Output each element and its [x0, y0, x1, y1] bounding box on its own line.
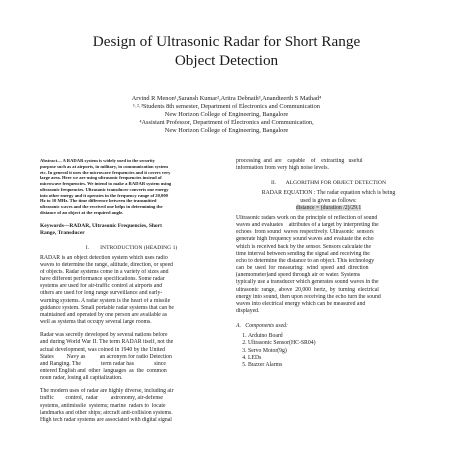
abstract-line: ultrasonic waves and the received one helps in determining the [40, 204, 163, 209]
affiliation-professor: ⁴Assistant Professor, Department of Electronics and Communication, [139, 119, 314, 126]
left-column [40, 158, 223, 430]
paragraph-line: warning systems. A radar system is the heart of a missile [40, 297, 171, 304]
college-line-1: New Horizon College of Engineering, Bangalore [164, 111, 289, 118]
paragraph-line: typically use a transducer which generates sound waves in the [236, 279, 379, 286]
paragraph-line: Radar was secretly developed by several nations before [40, 332, 168, 339]
paragraph-line: displayed. [236, 307, 260, 314]
right-column [236, 158, 421, 369]
paragraph-line: entered English and other languages as the common [40, 368, 167, 374]
components-list [236, 333, 421, 369]
algorithm-paragraph [236, 215, 421, 315]
abstract-line: into other energy and it operates in the frequency range of 20,000 [40, 192, 168, 198]
list-item: 5. Buzzer Alarms [248, 362, 421, 369]
paragraph-line: guidance system. Small portable radar systems that can be [40, 304, 174, 311]
abstract-line: large area. Here we are using ultrasonic frequencies instead of [40, 175, 162, 181]
subsection-heading-components: A. Components used: [236, 323, 288, 330]
radar-equation-intro-2: used is given as follows: [300, 197, 357, 204]
abstract [40, 158, 223, 216]
intro-paragraph-3 [40, 388, 223, 424]
paragraph-line: systems are used for air-traffic control at airports and [40, 283, 163, 290]
section-heading-algorithm: II. ALGORITHM FOR OBJECT DETECTION [270, 180, 387, 187]
section-heading-introduction: I. INTRODUCTION (HEADING 1) [85, 244, 178, 251]
title-line-1: Design of Ultrasonic Radar for Short Range [92, 33, 361, 50]
keywords-line-1: Keywords—RADAR, Ultrasonic Frequencies, Short [40, 222, 162, 229]
paragraph-line: States Navy as an acronym for radio Detection [40, 353, 172, 360]
paper-title [20, 32, 433, 70]
paragraph-line: which is received back by the sensor. Sensors calculate the [236, 243, 372, 250]
paragraph-line: (anemometer)and speed through air or water. Systems [236, 272, 361, 279]
abstract-line: distance of an object at the required angle. [40, 209, 124, 215]
paragraph-line: systems, antimissile systems; marine radars to locate [40, 402, 166, 409]
paragraph-line: noun radar, losing all capitalization. [40, 375, 123, 382]
paragraph-line: actual development, was coined in 1940 by the United [40, 346, 166, 353]
paragraph-line: information from very high noise levels. [236, 165, 329, 172]
title-line-2: Object Detection [174, 52, 279, 69]
paragraph-line: waves to determine the range, altitude, direction, or speed [40, 261, 173, 268]
abstract-line: etc. In general it uses the microwave frequencies and it covers very [40, 169, 171, 175]
paragraph-line: and during World War II. The term RADAR itself, not the [40, 339, 174, 346]
paragraph-line: landmarks and other ships; aircraft anti-collision systems. [40, 409, 173, 416]
paragraph-line: ultrasonic range, above 20,000 hertz, by turning electrical [236, 286, 379, 293]
keywords [40, 223, 223, 237]
keywords-line-2: Range, Transducer [40, 229, 85, 236]
paragraph-line: traffic control, radar astronomy, air-defense [40, 395, 163, 402]
paragraph-line: time interval between sending the signal and receiving the [236, 250, 370, 257]
paragraph-line: can be used for measuring: wind speed and direction [236, 265, 369, 272]
continued-paragraph [236, 158, 421, 172]
radar-equation-block [236, 190, 421, 211]
paragraph-line: maintained and operated by one person are available as [40, 311, 168, 318]
intro-paragraph-1 [40, 255, 223, 327]
list-item: 4. LEDs [248, 355, 421, 362]
paragraph-line: have different performance specifications. Some radar [40, 276, 165, 283]
affiliation-students: ¹˒²˒³Students 8th semester, Department of Electronics and Communication [133, 103, 320, 110]
abstract-line: Hz to 10 MHz. The time difference between the transmitted [40, 198, 157, 204]
paragraph-line: waves into electrical energy which can be measured and [236, 300, 366, 307]
college-line-2: New Horizon College of Engineering, Bangalore [164, 127, 289, 134]
abstract-line: microwave frequencies. We intend to make a RADAR system using [40, 181, 172, 186]
paragraph-line: Ultrasonic radars work on the principle of reflection of sound [236, 214, 378, 221]
paragraph-line: echoes from sound waves respectively. Ultrasonic sensors [236, 229, 374, 236]
paragraph-line: generate high frequency sound waves and evaluate the echo [236, 236, 374, 243]
radar-equation-intro: RADAR EQUATION : The radar equation which is being [261, 190, 396, 197]
paragraph-line: of objects. Radar systems come in a variety of sizes and [40, 268, 169, 275]
abstract-line: Abstract— A RADAR system is widely used in the security [40, 158, 155, 163]
paragraph-line: others are used for long range surveillance and early- [40, 290, 163, 297]
author-names: Arvind R Menon¹,Saransh Kumar²,Aritra Debnath³,Anandteerth S Mathad⁴ [131, 95, 322, 102]
paragraph-line: processing and are capable of extracting useful [236, 158, 363, 164]
paragraph-line: and Ranging. The term radar has since [40, 360, 166, 367]
intro-paragraph-2 [40, 332, 223, 382]
list-item: 2. Ultrasonic Sensor(HC-SR04) [248, 340, 421, 347]
list-item: 3. Servo Motor(9g) [248, 348, 421, 355]
abstract-line: ultrasonic frequencies. Ultrasonic transducer converts one energy [40, 186, 169, 192]
paragraph-line: waves and evaluates attributes of a target by interpreting the [236, 222, 379, 229]
list-item: 1. Arduino Board [248, 333, 421, 340]
paragraph-line: RADAR is an object detection system which uses radio [40, 254, 168, 261]
paragraph-line: High tech radar systems are associated with digital signal [40, 416, 172, 423]
paragraph-line: The modern uses of radar are highly diverse, including air [40, 388, 174, 395]
paragraph-line: energy into sound, then upon receiving the echo turn the sound [236, 293, 381, 300]
paragraph-line: echo to determine the distance to an object. This technology [236, 257, 375, 264]
radar-equation-wrapper [236, 205, 421, 212]
abstract-line: purpose such as at airports, in military, in communication system [40, 163, 168, 169]
radar-equation: distance = (duration /2)/29.1 [295, 204, 362, 211]
paragraph-line: well as systems that occupy several large rooms. [40, 319, 152, 326]
author-block [30, 95, 423, 135]
